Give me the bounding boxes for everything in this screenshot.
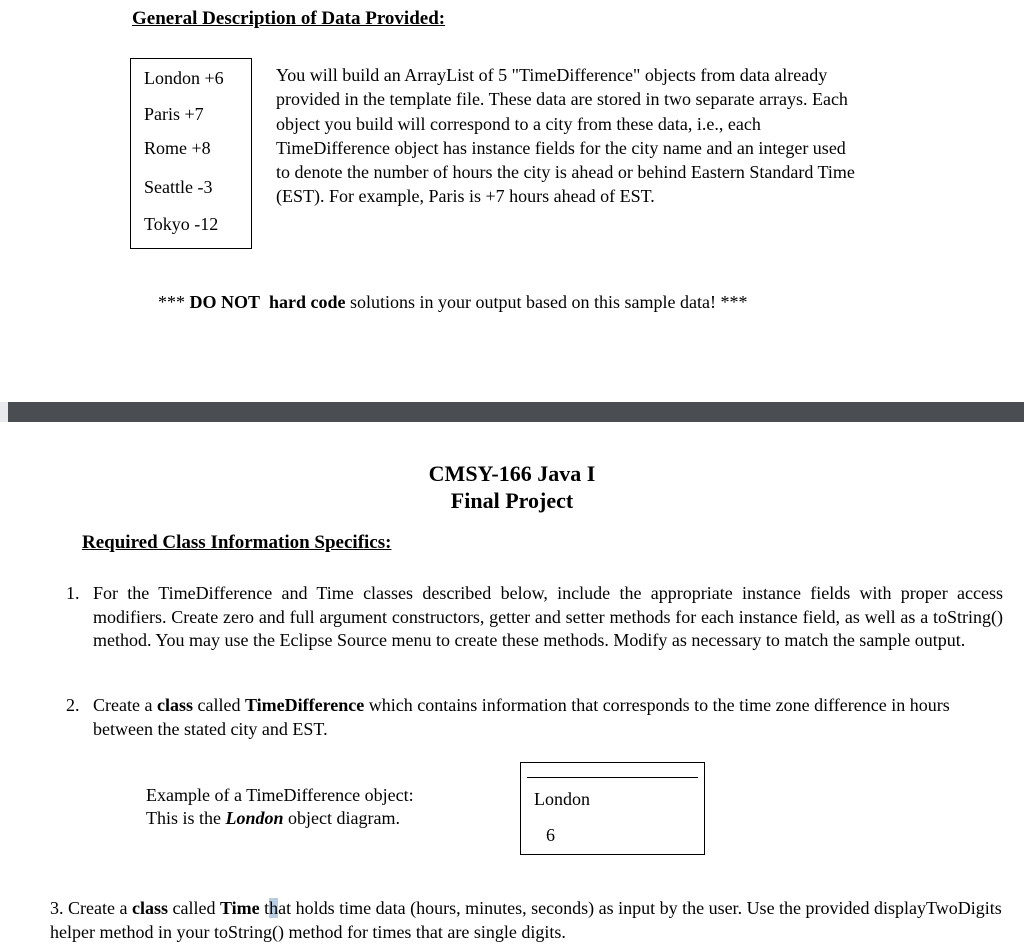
page-divider-edge	[0, 402, 8, 422]
list-number: 2.	[66, 695, 80, 715]
course-title: CMSY-166 Java I	[428, 461, 596, 486]
list-item-text: For the TimeDifference and Time classes described below, include the appropriate instance fields with proper access modifiers. Create zero and full argument constructors, getter and setter methods for each instance field, as well as a toString() method. You may use the Eclipse Source menu to create these methods. Modify as necessary to match the sample output.	[93, 583, 1003, 650]
item2-class-word: class	[156, 695, 193, 715]
hard-code-warning	[158, 292, 747, 313]
list-item-3	[50, 897, 1010, 944]
item3-pre: Create a	[63, 898, 132, 918]
section-heading-text: General Description of Data Provided	[132, 8, 439, 29]
list-item-2	[66, 694, 1006, 744]
item2-mid: called	[192, 695, 245, 715]
warning-hard-code: hard code	[269, 292, 346, 312]
page-header	[0, 460, 1024, 514]
list-number: 3.	[50, 898, 64, 918]
example-caption-line1: Example of a TimeDifference object:	[146, 785, 414, 805]
warning-do-not: DO NOT	[189, 292, 261, 312]
item2-post: which contains information that corresponds to the time zone difference in hours between the stated city and EST.	[93, 695, 950, 739]
example-city-emphasis: London	[225, 808, 284, 828]
city-entry-paris: Paris +7	[144, 104, 204, 124]
item3-mid: called	[167, 898, 220, 918]
item3-class-word: class	[131, 898, 168, 918]
diagram-hours-value: 6	[546, 825, 555, 845]
diagram-city-value: London	[534, 789, 590, 809]
item2-pre: Create a	[93, 695, 157, 715]
project-title: Final Project	[450, 488, 574, 513]
text-cursor-highlight: h	[269, 898, 279, 918]
city-offset-table	[130, 58, 252, 249]
diagram-header-line	[527, 777, 698, 778]
heading-colon: :	[438, 8, 446, 29]
item3-t: t	[259, 898, 270, 918]
item3-class-name: Time	[219, 898, 260, 918]
item3-post: at holds time data (hours, minutes, seconds) as input by the user. Use the provided displayTwoDigits helper method in your toString() method for times that are single digits.	[50, 898, 1002, 942]
warning-prefix: ***	[158, 292, 185, 312]
item2-class-name: TimeDifference	[244, 695, 365, 715]
data-description-paragraph	[276, 63, 856, 209]
city-entry-rome: Rome +8	[144, 138, 211, 158]
list-item-text	[93, 694, 1003, 741]
description-paris-emphasis: Paris	[428, 186, 465, 207]
list-item-1	[66, 582, 1006, 678]
city-entry-seattle: Seattle -3	[144, 177, 213, 197]
section-heading-required-class-info: Required Class Information Specifics:	[82, 532, 392, 553]
section-heading-general-description	[132, 8, 445, 30]
city-entry-tokyo: Tokyo -12	[144, 214, 219, 234]
example-post: object diagram.	[283, 808, 400, 828]
example-pre: This is the	[146, 808, 226, 828]
object-diagram	[520, 762, 705, 855]
page-divider	[0, 402, 1024, 422]
description-text-end: is +7 hours ahead of EST.	[464, 186, 655, 207]
list-number: 1.	[66, 583, 80, 603]
description-text: You will build an ArrayList of 5 "TimeDifference" objects from data already provided in the template file. These data are stored in two separate arrays. Each object you build will correspond to a city from these data, i.e., each TimeDifference object has instance fields for the city name and an integer used to denote the number of hours the city is ahead or behind Eastern Standard Time (EST). For example,	[276, 65, 855, 207]
city-entry-london: London +6	[144, 68, 224, 88]
warning-rest: solutions in your output based on this sample data! ***	[350, 292, 748, 312]
example-caption-line2	[146, 807, 414, 830]
example-caption	[146, 784, 414, 830]
